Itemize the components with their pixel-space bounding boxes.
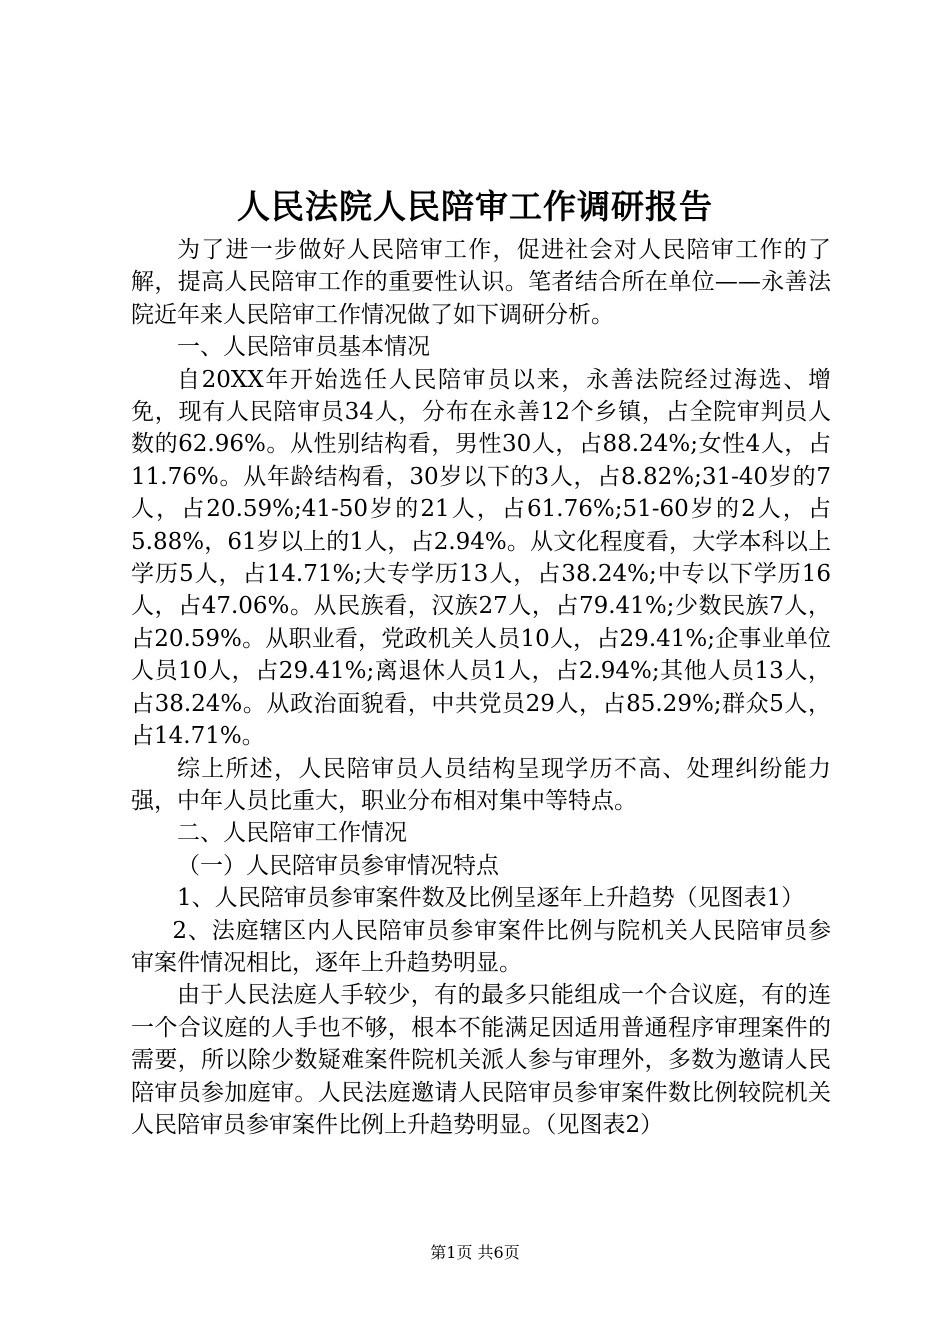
analysis-paragraph: 由于人民法庭人手较少，有的最多只能组成一个合议庭，有的连一个合议庭的人手也不够，根本不能满足因适用普通程序审理案件的需要，所以除少数疑难案件院机关派人参与审理外，多数为邀请人民陪审员参加庭审。人民法庭邀请人民陪审员参审案件数比例较院机关人民陪审员参审案件比例上升趋势明显。（见图表2） [131,982,831,1138]
statistics-paragraph: 自20XX年开始选任人民陪审员以来，永善法院经过海选、增免，现有人民陪审员34人，分布在永善12个乡镇，占全院审判员人数的62.96%。从性别结构看，男性30人，占88.24%;女性4人，占11.76%。从年龄结构看，30岁以下的3人，占8.82%;31-40岁的7人，占20.59%;41-50岁的21人，占61.76%;51-60岁的2人，占5.88%，61岁以上的1人，占2.94%。从文化程度看，大学本科以上学历5人，占14.71%;大专学历13人，占38.24%;中专以下学历16人，占47.06%。从民族看，汉族27人，占79.41%;少数民族7人，占20.59%。从职业看，党政机关人员10人，占29.41%;企事业单位人员10人，占29.41%;离退休人员1人，占2.94%;其他人员13人，占38.24%。从政治面貌看，中共党员29人，占85.29%;群众5人，占14.71%。 [131,366,831,750]
section-heading-2: 二、人民陪审工作情况 [177,820,407,847]
summary-paragraph: 综上所述，人民陪审员人员结构呈现学历不高、处理纠纷能力强，中年人员比重大，职业分布相对集中等特点。 [131,755,831,814]
point-2-paragraph: 2、法庭辖区内人民陪审员参审案件比例与院机关人民陪审员参审案件情况相比，逐年上升趋势明显。 [131,917,831,976]
document-body [131,234,831,1141]
document-title: 人民法院人民陪审工作调研报告 [237,187,713,226]
subsection-heading-1: （一）人民陪审员参审情况特点 [177,852,499,879]
page-number-footer: 第1页 共6页 [430,1243,520,1262]
section-heading-1: 一、人民陪审员基本情况 [177,334,430,361]
intro-paragraph: 为了进一步做好人民陪审工作，促进社会对人民陪审工作的了解，提高人民陪审工作的重要性认识。笔者结合所在单位——永善法院近年来人民陪审工作情况做了如下调研分析。 [131,237,831,328]
point-1-paragraph: 1、人民陪审员参审案件数及比例呈逐年上升趋势（见图表1） [177,885,805,912]
